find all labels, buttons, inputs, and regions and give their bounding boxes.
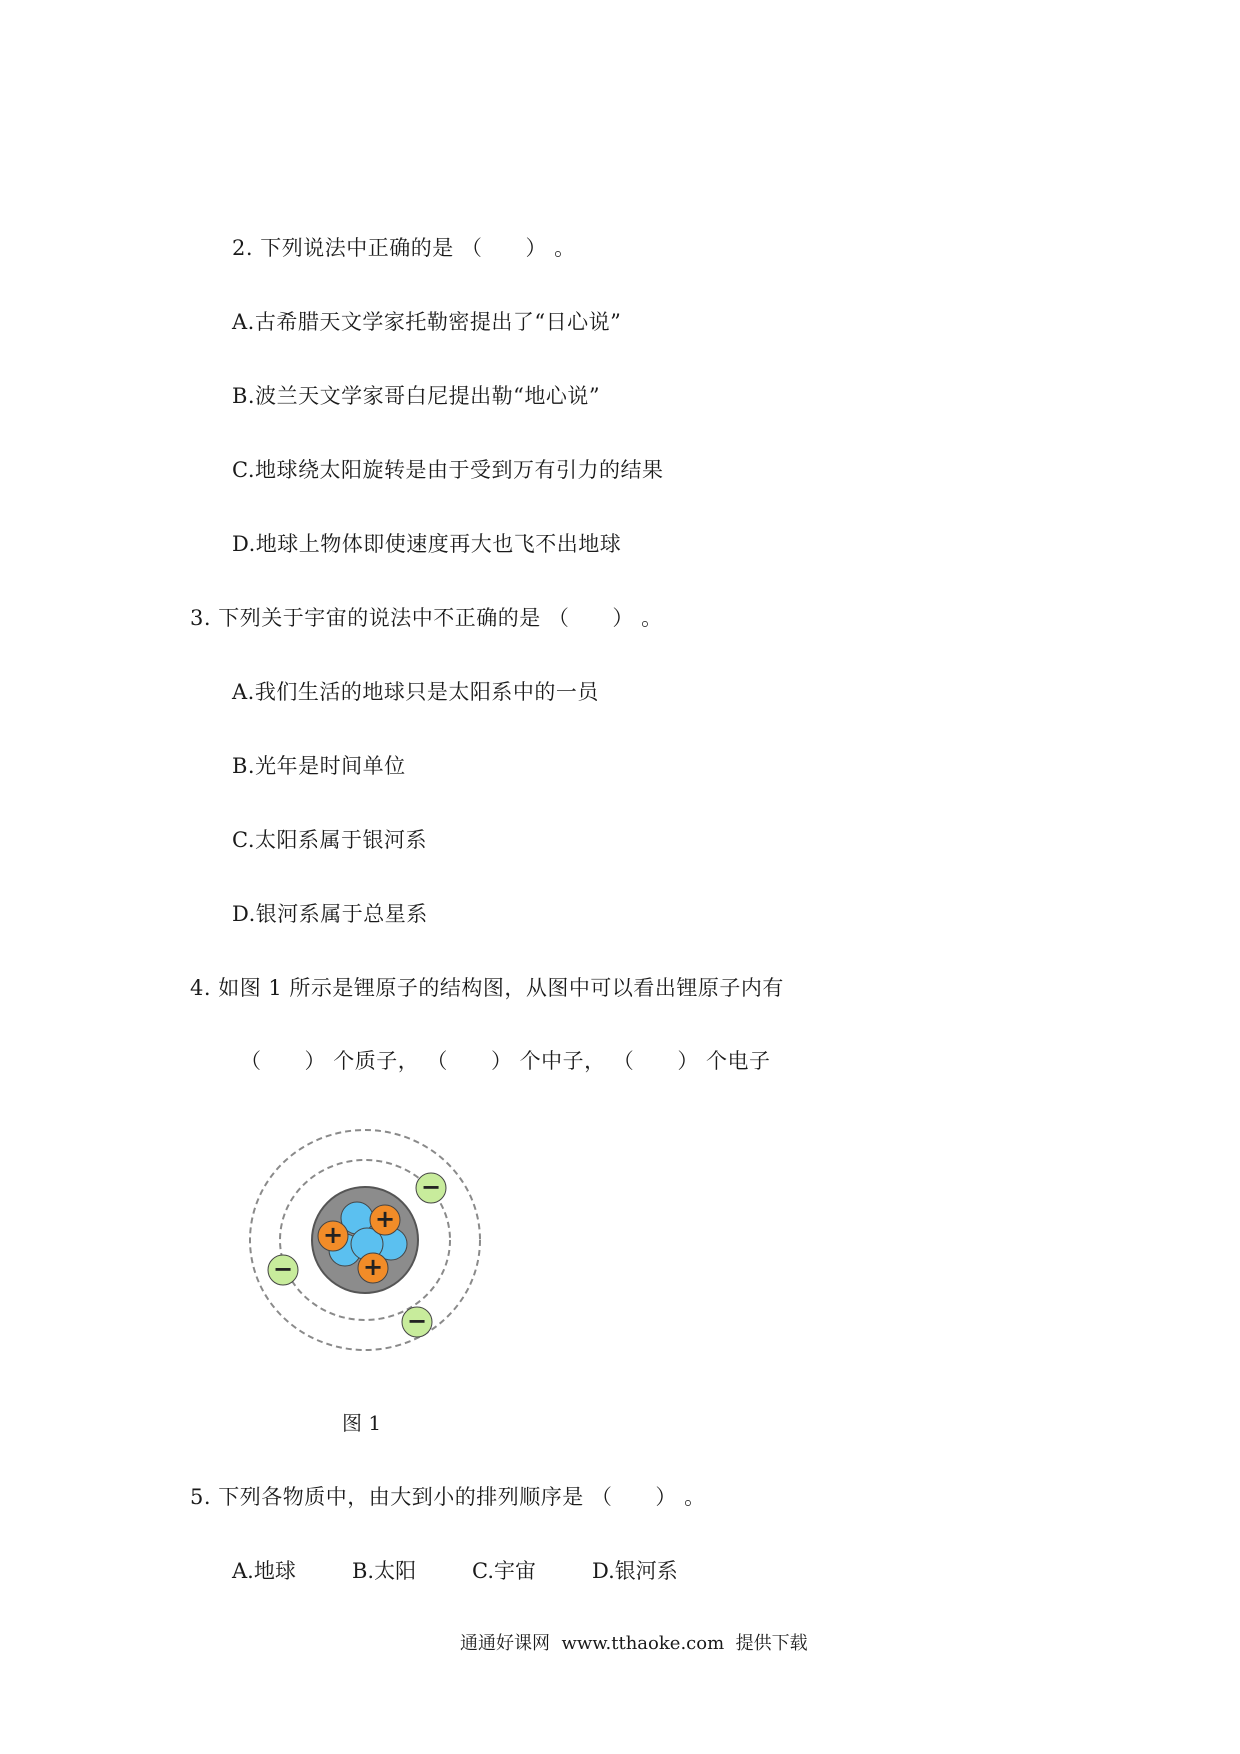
question-3-option-b: B.光年是时间单位 — [232, 754, 406, 778]
question-5-option-a: A.地球 — [232, 1559, 296, 1583]
question-3-option-c: C.太阳系属于银河系 — [232, 828, 427, 852]
footer-source: 通通好课网 www.tthaoke.com 提供下载 — [460, 1633, 808, 1654]
question-2-option-a: A.古希腊天文学家托勒密提出了“日心说” — [232, 310, 622, 334]
question-3-option-d: D.银河系属于总星系 — [232, 902, 428, 926]
question-5-option-d: D.银河系 — [592, 1559, 678, 1583]
question-2-option-d: D.地球上物体即使速度再大也飞不出地球 — [232, 532, 622, 556]
proton — [370, 1205, 400, 1235]
figure-1-caption: 图 1 — [342, 1411, 382, 1435]
question-5-option-b: B.太阳 — [352, 1559, 417, 1583]
electron — [416, 1173, 446, 1203]
question-5-option-c: C.宇宙 — [472, 1559, 536, 1583]
proton — [318, 1221, 348, 1251]
question-3-stem: 3. 下列关于宇宙的说法中不正确的是 （ ） 。 — [190, 606, 663, 630]
svg-text:+: + — [374, 1205, 396, 1233]
question-4-stem: 4. 如图 1 所示是锂原子的结构图，从图中可以看出锂原子内有 — [190, 976, 784, 1000]
svg-text:+: + — [362, 1253, 384, 1281]
svg-text:−: − — [420, 1173, 442, 1201]
svg-text:−: − — [406, 1307, 428, 1335]
question-5-stem: 5. 下列各物质中，由大到小的排列顺序是 （ ） 。 — [190, 1485, 706, 1509]
lithium-atom-diagram — [245, 1122, 485, 1362]
electron — [268, 1255, 298, 1285]
question-2-option-b: B.波兰天文学家哥白尼提出勒“地心说” — [232, 384, 601, 408]
proton — [358, 1253, 388, 1283]
question-4-blanks: （ ） 个质子， （ ） 个中子， （ ） 个电子 — [240, 1049, 771, 1073]
question-5-options — [232, 1557, 752, 1585]
svg-text:+: + — [322, 1221, 344, 1249]
question-2-stem: 2. 下列说法中正确的是 （ ） 。 — [232, 236, 576, 260]
electron — [402, 1307, 432, 1337]
question-3-option-a: A.我们生活的地球只是太阳系中的一员 — [232, 680, 599, 704]
question-2-option-c: C.地球绕太阳旋转是由于受到万有引力的结果 — [232, 458, 664, 482]
svg-text:−: − — [272, 1255, 294, 1283]
